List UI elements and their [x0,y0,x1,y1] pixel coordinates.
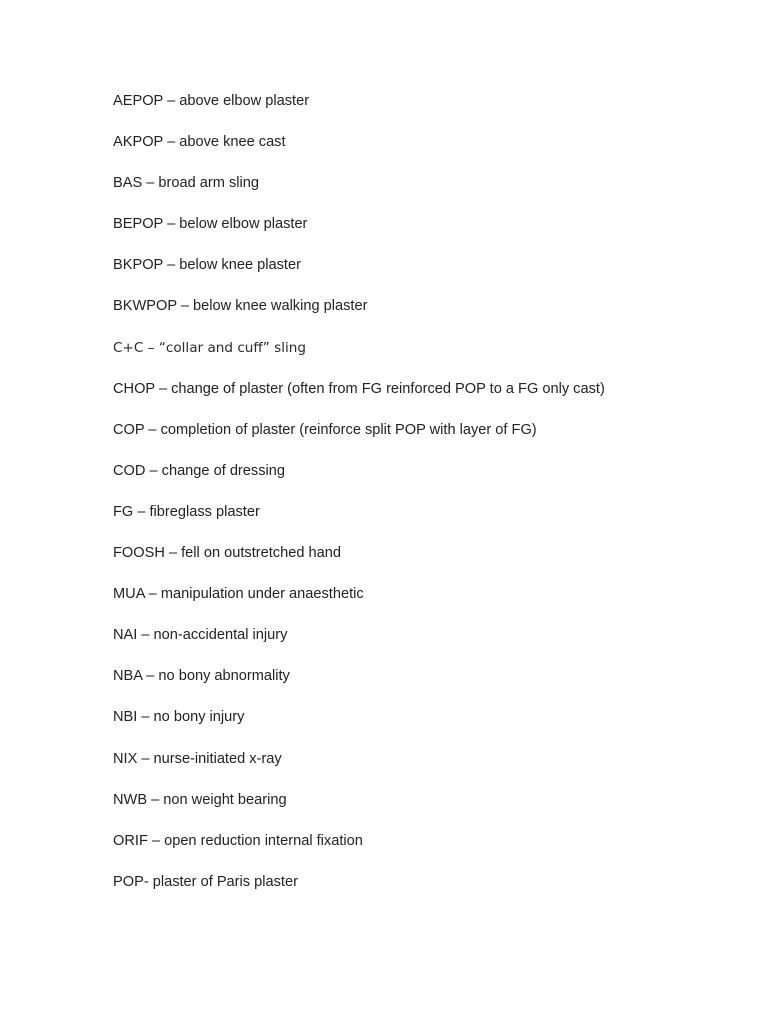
abbreviation-entry-bepop: BEPOP – below elbow plaster [113,216,308,233]
abbreviation-entry-bkpop: BKPOP – below knee plaster [113,257,301,274]
abbreviation-entry-nix: NIX – nurse-initiated x-ray [113,750,282,767]
abbreviation-entry-bas: BAS – broad arm sling [113,175,260,192]
abbreviation-entry-nba: NBA – no bony abnormality [113,668,290,685]
abbreviation-entry-chop: CHOP – change of plaster (often from FG reinforced POP to a FG only cast) [113,380,605,397]
abbreviation-entry-akpop: AKPOP – above knee cast [113,134,286,151]
abbreviation-entry-bkwpop: BKWPOP – below knee walking plaster [113,298,368,315]
abbreviation-entry-pop: POP- plaster of Paris plaster [113,873,298,890]
abbreviation-entry-nwb: NWB – non weight bearing [113,791,287,808]
abbreviation-entry-nbi: NBI – no bony injury [113,709,245,726]
abbreviation-entry-mua: MUA – manipulation under anaesthetic [113,586,364,603]
abbreviation-entry-aepop: AEPOP – above elbow plaster [113,93,310,109]
abbreviation-entry-cod: COD – change of dressing [113,462,285,479]
abbreviation-entry-cop: COP – completion of plaster (reinforce split POP with layer of FG) [113,421,537,438]
abbreviation-entry-orif: ORIF – open reduction internal fixation [113,832,363,849]
abbreviation-entry-cc: C+C – “collar and cuff” sling [113,339,307,356]
abbreviation-list [113,91,733,913]
abbreviation-entry-foosh: FOOSH – fell on outstretched hand [113,545,341,562]
abbreviation-entry-nai: NAI – non-accidental injury [113,627,288,644]
abbreviation-entry-fg: FG – fibreglass plaster [113,503,260,520]
